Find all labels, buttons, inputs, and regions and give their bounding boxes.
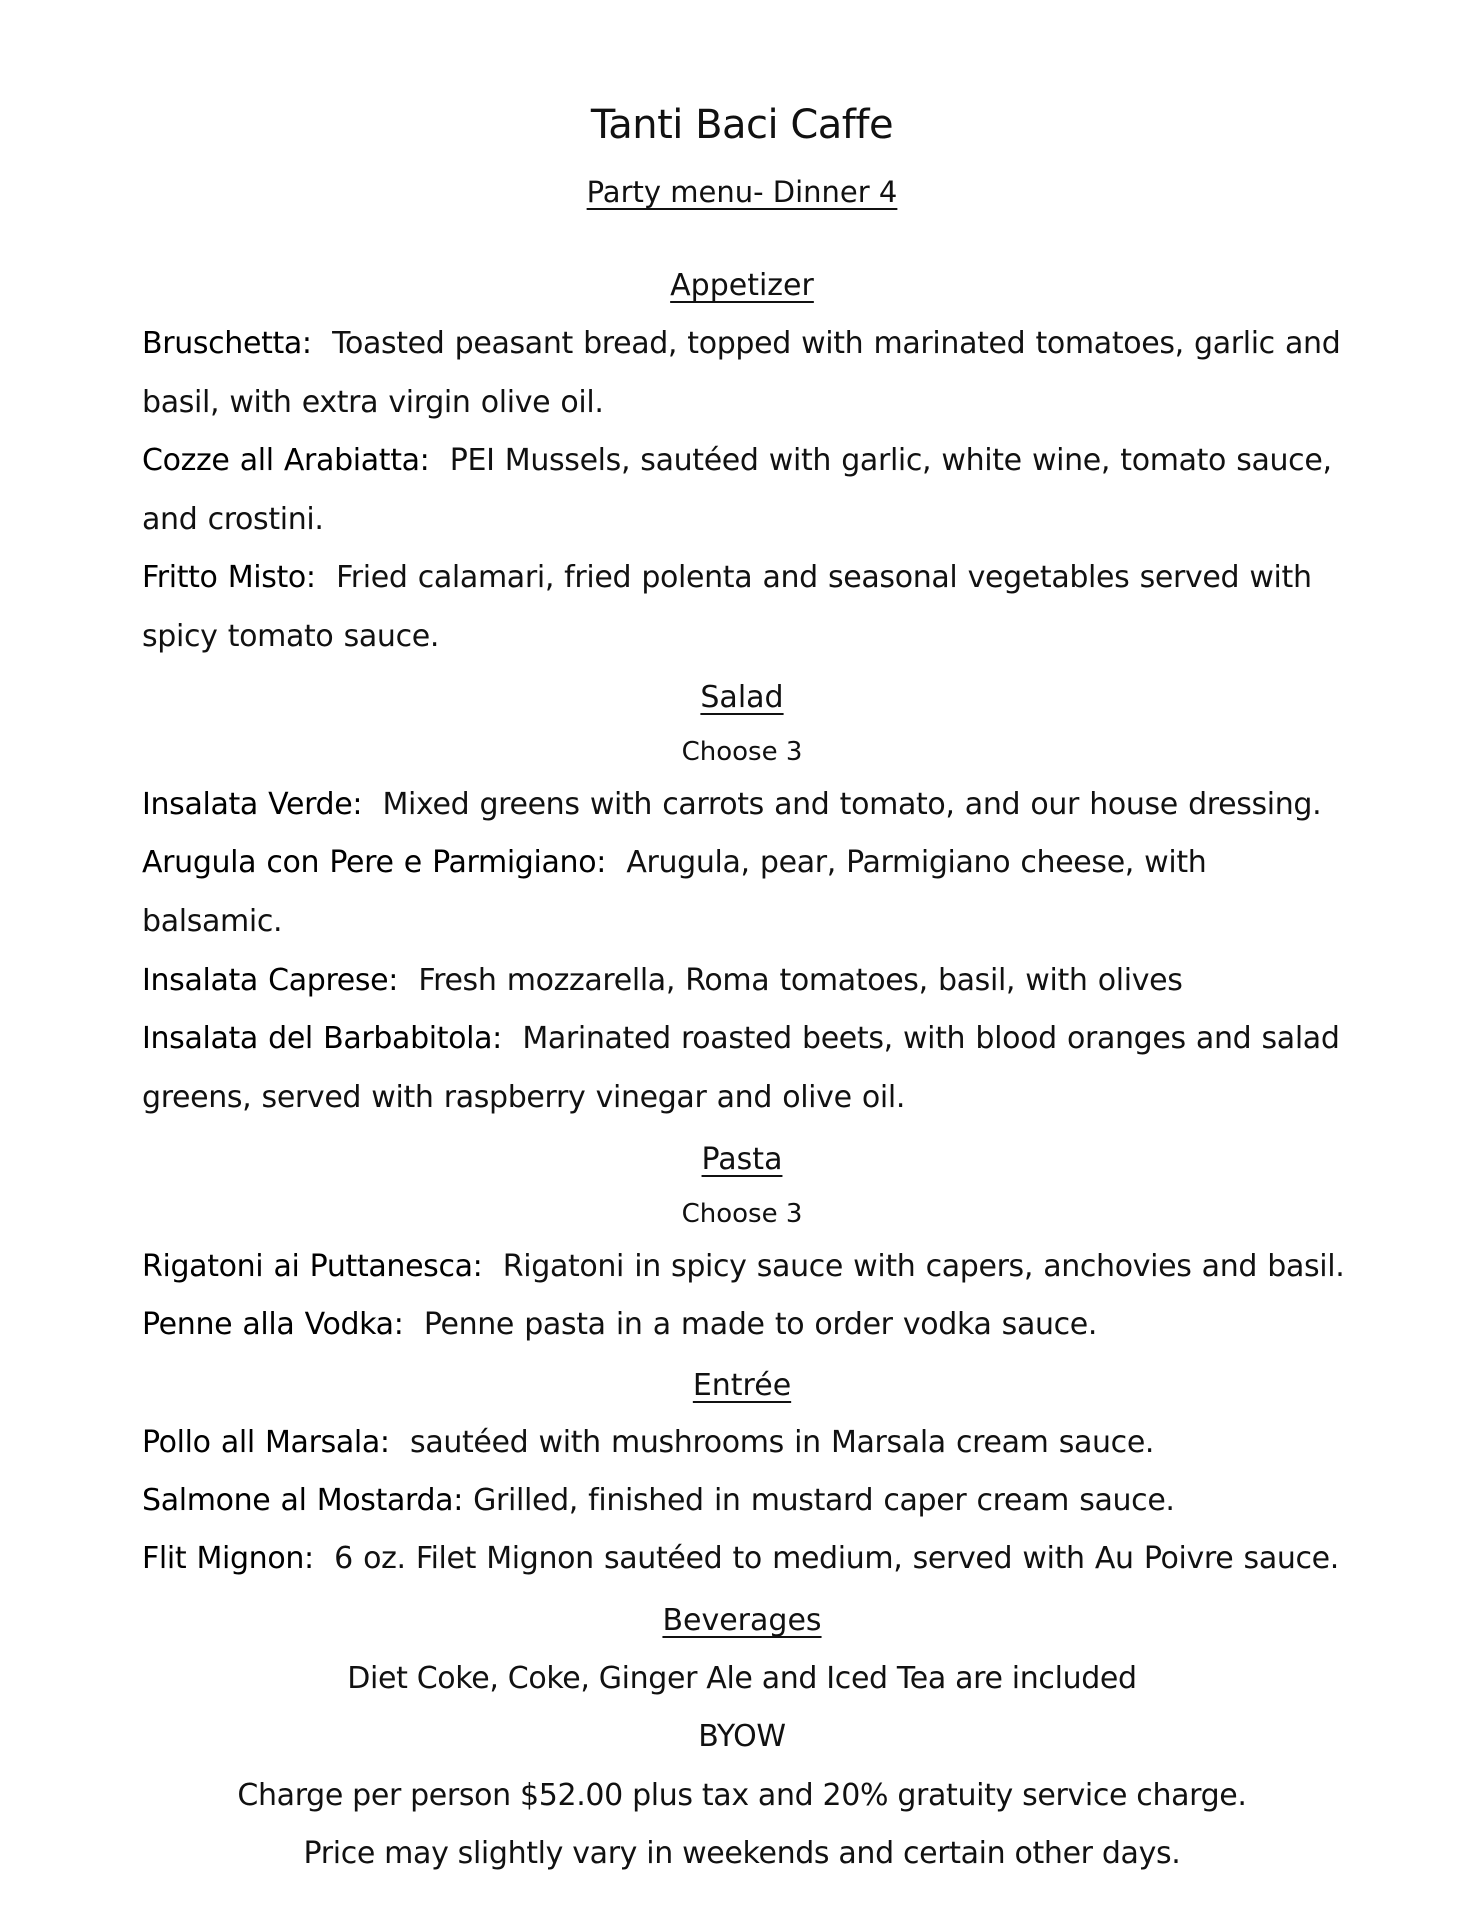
item-description: Arugula, pear, Parmigiano cheese, with balsamic. bbox=[142, 845, 1207, 939]
menu-title-text: Party menu- Dinner 4 bbox=[586, 175, 898, 209]
salad-choose-note: Choose 3 bbox=[681, 737, 803, 767]
entree-heading-text: Entrée bbox=[692, 1368, 792, 1403]
menu-item-arugula bbox=[142, 834, 1352, 951]
item-name: Salmone al Mostarda: bbox=[142, 1483, 463, 1518]
item-description: Fresh mozzarella, Roma tomatoes, basil, with olives bbox=[418, 963, 1183, 998]
item-description: Fried calamari, fried polenta and seasonal vegetables served with spicy tomato sauce. bbox=[142, 560, 1312, 654]
beverages-heading-text: Beverages bbox=[662, 1603, 822, 1638]
menu-item-caprese bbox=[142, 952, 1352, 1011]
menu-item-filet-mignon bbox=[142, 1530, 1352, 1589]
appetizer-heading bbox=[0, 266, 1484, 306]
menu-item-insalata-verde bbox=[142, 776, 1352, 835]
item-description: PEI Mussels, sautéed with garlic, white wine, tomato sauce, and crostini. bbox=[142, 443, 1332, 537]
menu-item-rigatoni bbox=[142, 1238, 1352, 1297]
beverages-heading bbox=[0, 1601, 1484, 1641]
menu-item-salmone bbox=[142, 1472, 1352, 1531]
beverages-included: Diet Coke, Coke, Ginger Ale and Iced Tea are included bbox=[347, 1661, 1137, 1696]
item-name: Bruschetta: bbox=[142, 326, 312, 361]
menu-item-penne-vodka bbox=[142, 1296, 1352, 1355]
price-charge: Charge per person $52.00 plus tax and 20% gratuity service charge. bbox=[237, 1778, 1247, 1813]
item-description: 6 oz. Filet Mignon sautéed to medium, served with Au Poivre sauce. bbox=[334, 1541, 1339, 1576]
item-name: Pollo all Marsala: bbox=[142, 1425, 390, 1460]
item-description: Grilled, finished in mustard caper cream sauce. bbox=[473, 1483, 1175, 1518]
item-description: Penne pasta in a made to order vodka sauce. bbox=[423, 1307, 1098, 1342]
appetizer-heading-text: Appetizer bbox=[670, 268, 814, 303]
menu-item-barbabitola bbox=[142, 1010, 1352, 1127]
item-name: Cozze all Arabiatta: bbox=[142, 443, 430, 478]
item-name: Insalata Caprese: bbox=[142, 963, 399, 998]
menu-title bbox=[0, 172, 1484, 212]
menu-item-pollo-marsala bbox=[142, 1414, 1352, 1473]
restaurant-name: Tanti Baci Caffe bbox=[590, 102, 894, 148]
item-description: Rigatoni in spicy sauce with capers, anchovies and basil. bbox=[502, 1249, 1345, 1284]
price-note: Price may slightly vary in weekends and certain other days. bbox=[303, 1836, 1181, 1871]
item-description: Toasted peasant bread, topped with marinated tomatoes, garlic and basil, with extra virgin olive oil. bbox=[142, 326, 1341, 420]
item-name: Flit Mignon: bbox=[142, 1541, 314, 1576]
item-description: Marinated roasted beets, with blood oranges and salad greens, served with raspberry vinegar and olive oil. bbox=[142, 1021, 1340, 1115]
item-description: sautéed with mushrooms in Marsala cream sauce. bbox=[410, 1425, 1155, 1460]
item-description: Mixed greens with carrots and tomato, and our house dressing. bbox=[382, 787, 1322, 822]
item-name: Arugula con Pere e Parmigiano: bbox=[142, 845, 606, 880]
salad-heading-text: Salad bbox=[700, 680, 784, 715]
menu-item-bruschetta bbox=[142, 315, 1352, 432]
pasta-heading-text: Pasta bbox=[701, 1142, 783, 1177]
pasta-choose-note: Choose 3 bbox=[681, 1199, 803, 1229]
entree-heading bbox=[0, 1366, 1484, 1406]
item-name: Insalata del Barbabitola: bbox=[142, 1021, 502, 1056]
menu-item-cozze bbox=[142, 432, 1352, 549]
salad-heading bbox=[0, 678, 1484, 718]
menu-item-fritto-misto bbox=[142, 549, 1352, 666]
item-name: Rigatoni ai Puttanesca: bbox=[142, 1249, 483, 1284]
item-name: Penne alla Vodka: bbox=[142, 1307, 404, 1342]
byow-note: BYOW bbox=[698, 1719, 786, 1754]
pasta-heading bbox=[0, 1140, 1484, 1180]
item-name: Insalata Verde: bbox=[142, 787, 363, 822]
item-name: Fritto Misto: bbox=[142, 560, 316, 595]
